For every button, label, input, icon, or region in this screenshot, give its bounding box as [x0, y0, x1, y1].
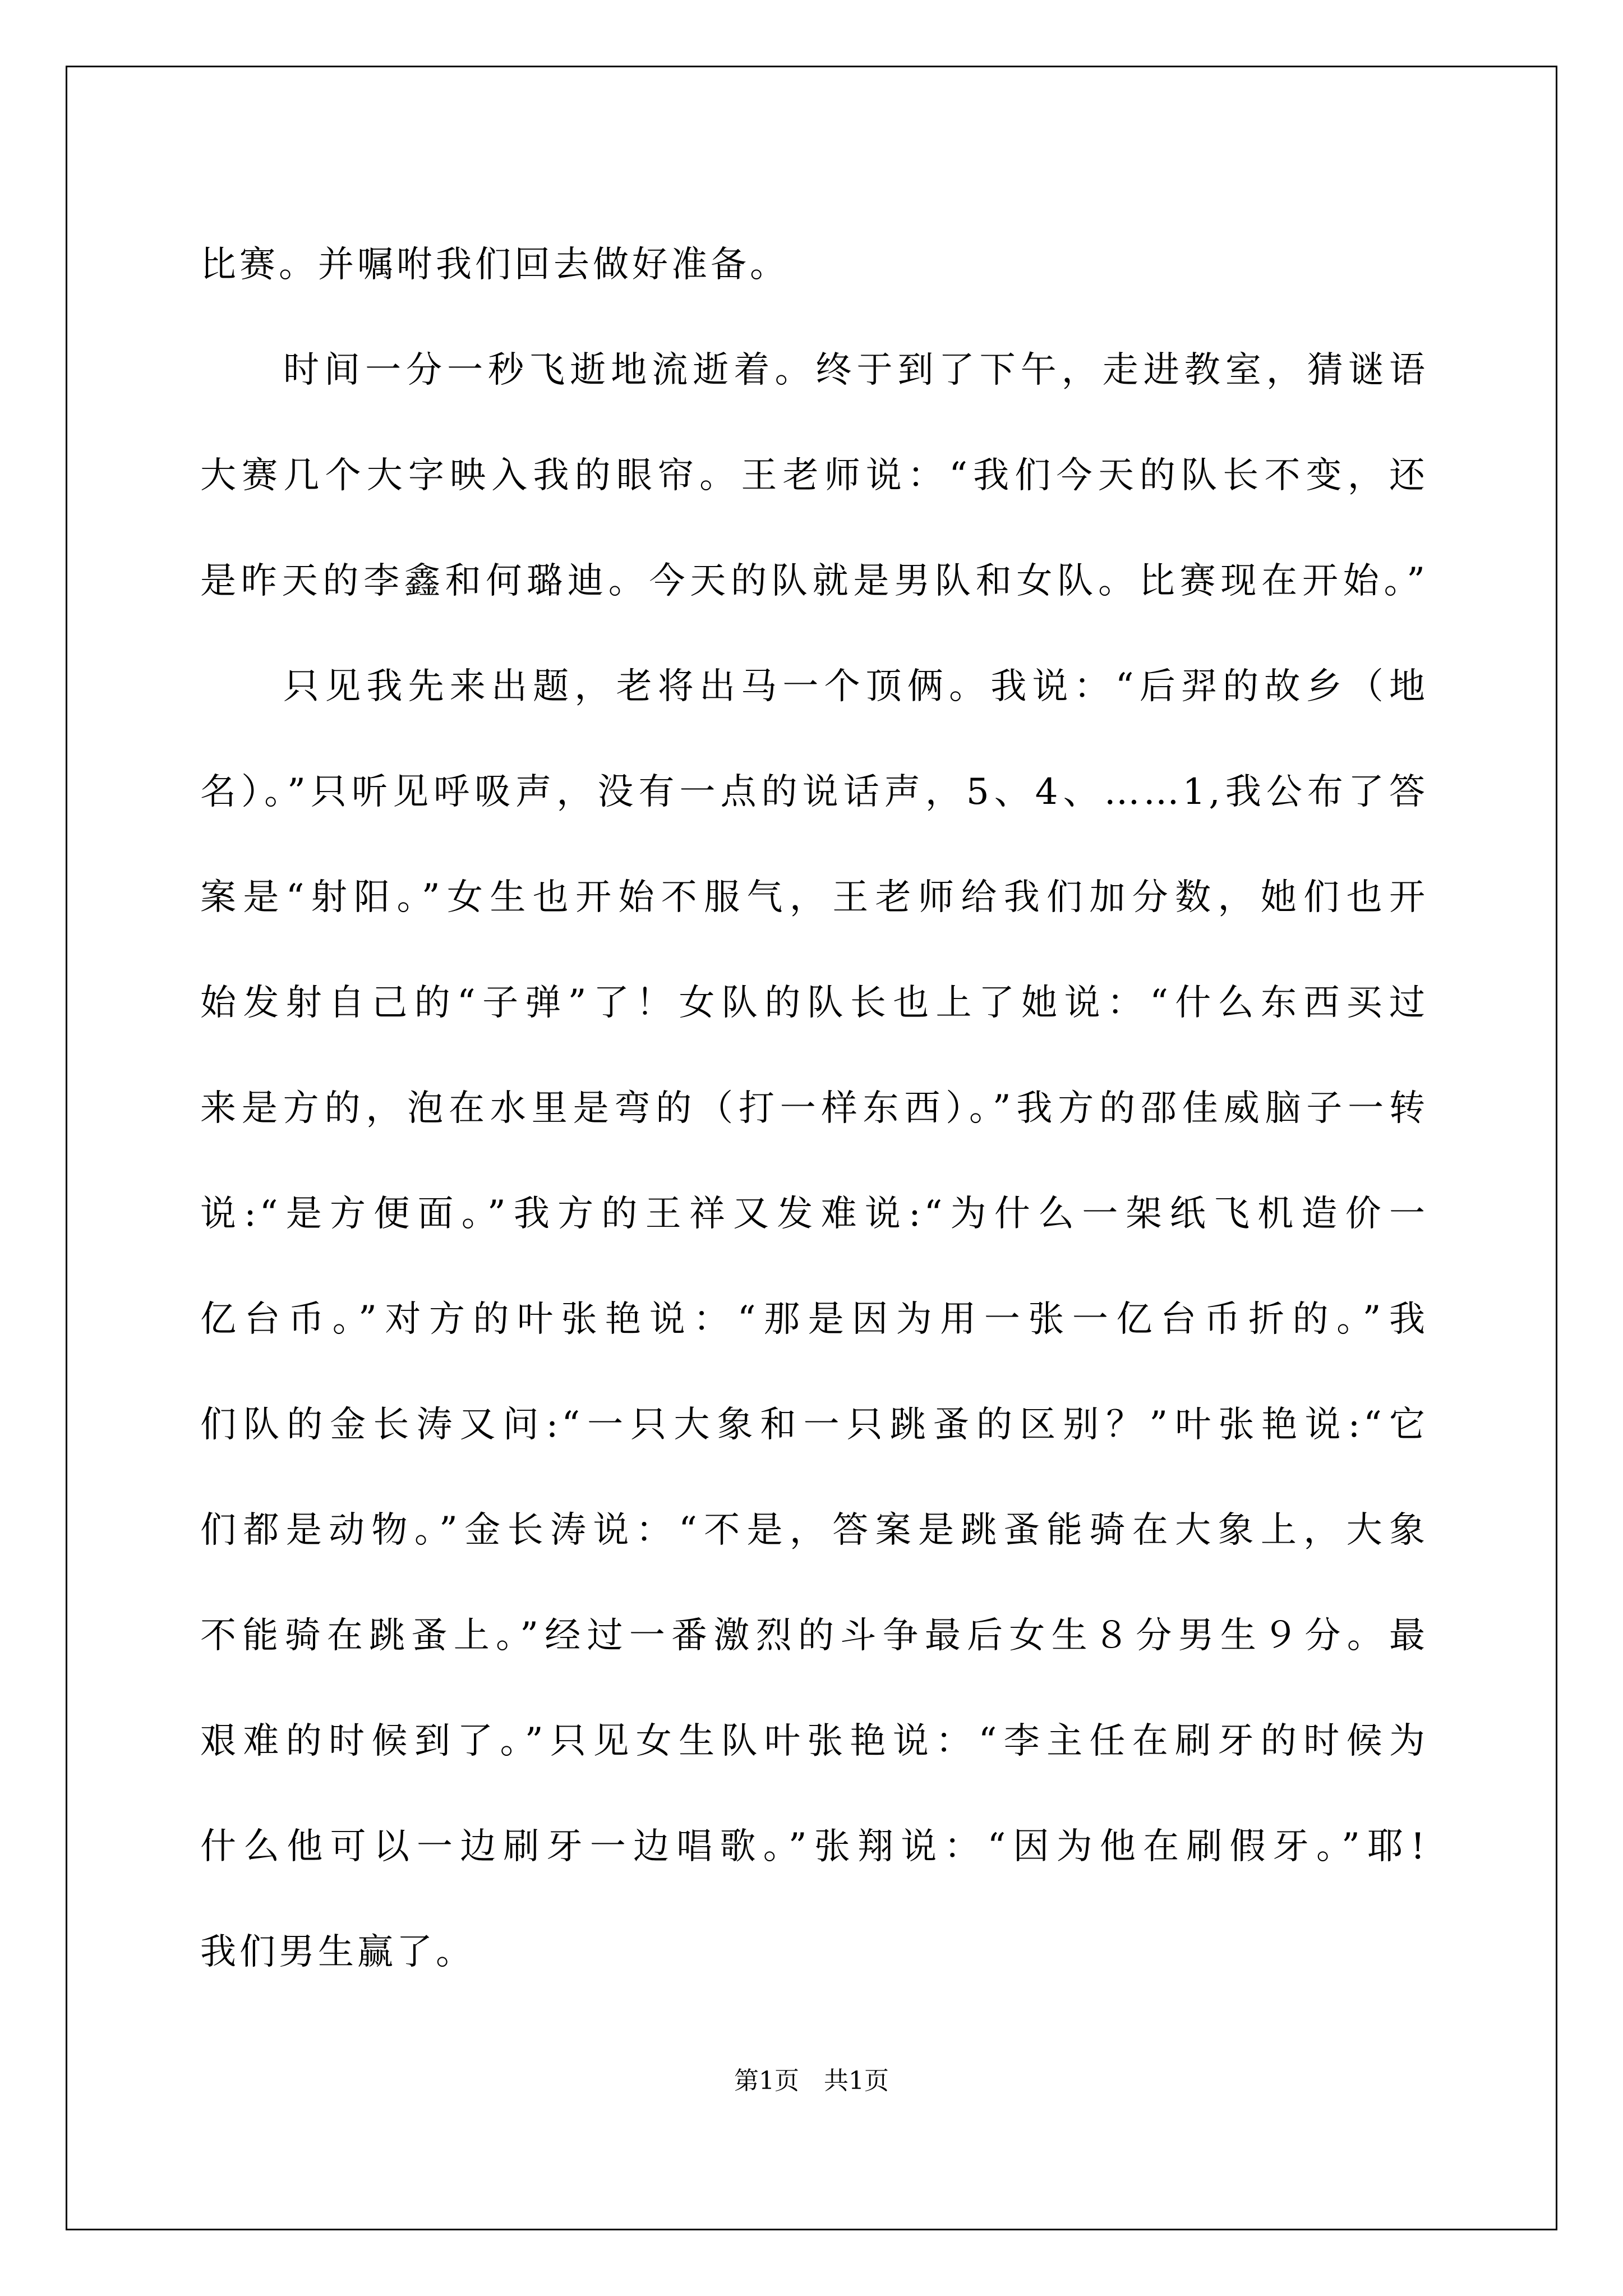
text-line: 来是方的，泡在水里是弯的（打一样东西）。”我方的邵佳威脑子一转	[200, 1088, 1428, 1129]
text-line: 是昨天的李鑫和何璐迪。今天的队就是男队和女队。比赛现在开始。”	[200, 560, 1428, 602]
text-line: 不能骑在跳蚤上。”经过一番激烈的斗争最后女生８分男生９分。最	[200, 1615, 1428, 1657]
document-body	[200, 212, 1428, 2005]
text-line: 大赛几个大字映入我的眼帘。王老师说：“我们今天的队长不变，还	[200, 455, 1428, 496]
text-line: 什么他可以一边刷牙一边唱歌。”张翔说：“因为他在刷假牙。”耶!	[200, 1826, 1428, 1867]
text-line: 们都是动物。”金长涛说：“不是，答案是跳蚤能骑在大象上，大象	[200, 1510, 1428, 1551]
text-line: 比赛。并嘱咐我们回去做好准备。	[200, 244, 789, 286]
text-line: 始发射自己的“子弹”了！女队的队长也上了她说：“什么东西买过	[200, 982, 1428, 1024]
text-line: 们队的金长涛又问:“一只大象和一只跳蚤的区别？”叶张艳说:“它	[200, 1404, 1428, 1446]
text-line: 说:“是方便面。”我方的王祥又发难说:“为什么一架纸飞机造价一	[200, 1193, 1428, 1235]
paragraph-start-line: 只见我先来出题，老将出马一个顶俩。我说：“后羿的故乡（地	[283, 666, 1428, 707]
text-line: 亿台币。”对方的叶张艳说：“那是因为用一张一亿台币折的。”我	[200, 1299, 1428, 1340]
paragraph-start-line: 时间一分一秒飞逝地流逝着。终于到了下午，走进教室，猜谜语	[283, 349, 1428, 391]
text-line: 艰难的时候到了。”只见女生队叶张艳说：“李主任在刷牙的时候为	[200, 1720, 1428, 1762]
page-number-footer: 第1页 共1页	[734, 2067, 889, 2095]
text-line: 名）。”只听见呼吸声，没有一点的说话声，5、4、……1,我公布了答	[200, 771, 1428, 813]
text-line: 我们男生赢了。	[200, 1931, 475, 1973]
text-line: 案是“射阳。”女生也开始不服气，王老师给我们加分数，她们也开	[200, 877, 1428, 918]
